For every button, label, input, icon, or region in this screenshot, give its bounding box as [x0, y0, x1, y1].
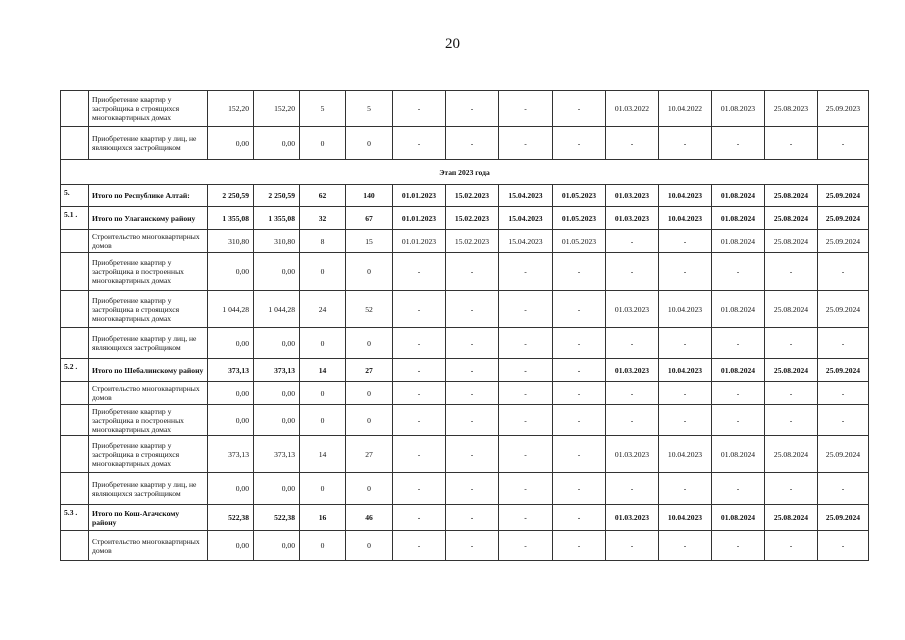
cell-col-2: 0,00: [254, 328, 300, 359]
table-row: [61, 328, 869, 359]
cell-col-9: 01.03.2023: [606, 185, 659, 207]
row-name: Итого по Республике Алтай:: [89, 185, 208, 207]
cell-col-8: 01.05.2023: [553, 185, 606, 207]
cell-col-1: 0,00: [208, 382, 254, 405]
cell-col-5: -: [393, 91, 446, 127]
cell-col-6: 15.02.2023: [446, 230, 499, 253]
table-row: [61, 291, 869, 328]
table-row-total: [61, 207, 869, 230]
cell-col-8: -: [553, 91, 606, 127]
cell-col-11: -: [712, 405, 765, 436]
cell-col-12: -: [765, 253, 818, 291]
cell-col-4: 0: [346, 382, 393, 405]
cell-col-10: -: [659, 531, 712, 561]
table-row-total: [61, 359, 869, 382]
row-index: [61, 91, 89, 127]
cell-col-7: -: [499, 405, 553, 436]
cell-col-13: 25.09.2024: [818, 291, 869, 328]
cell-col-8: 01.05.2023: [553, 207, 606, 230]
row-name: Итого по Кош-Агачскому району: [89, 505, 208, 531]
cell-col-9: -: [606, 382, 659, 405]
cell-col-11: 01.08.2024: [712, 359, 765, 382]
row-index: [61, 531, 89, 561]
cell-col-13: -: [818, 473, 869, 505]
cell-col-2: 0,00: [254, 253, 300, 291]
cell-col-11: -: [712, 253, 765, 291]
cell-col-2: 0,00: [254, 405, 300, 436]
cell-col-9: -: [606, 230, 659, 253]
cell-col-4: 140: [346, 185, 393, 207]
row-name: Строительство многоквартирных домов: [89, 531, 208, 561]
row-name: Приобретение квартир у застройщика в построенных многоквартирных домах: [89, 253, 208, 291]
cell-col-3: 16: [300, 505, 346, 531]
cell-col-11: -: [712, 382, 765, 405]
cell-col-1: 0,00: [208, 473, 254, 505]
cell-col-2: 0,00: [254, 382, 300, 405]
cell-col-12: -: [765, 405, 818, 436]
cell-col-6: -: [446, 382, 499, 405]
cell-col-9: -: [606, 127, 659, 160]
cell-col-8: -: [553, 505, 606, 531]
cell-col-8: -: [553, 531, 606, 561]
cell-col-5: -: [393, 436, 446, 473]
cell-col-2: 152,20: [254, 91, 300, 127]
cell-col-12: -: [765, 531, 818, 561]
row-name: Строительство многоквартирных домов: [89, 382, 208, 405]
stage-title: Этап 2023 года: [61, 160, 869, 185]
cell-col-3: 8: [300, 230, 346, 253]
cell-col-10: 10.04.2023: [659, 359, 712, 382]
table-row: [61, 91, 869, 127]
cell-col-6: 15.02.2023: [446, 185, 499, 207]
cell-col-2: 373,13: [254, 436, 300, 473]
cell-col-9: -: [606, 328, 659, 359]
cell-col-10: -: [659, 230, 712, 253]
cell-col-12: 25.08.2024: [765, 359, 818, 382]
cell-col-3: 14: [300, 359, 346, 382]
cell-col-5: -: [393, 291, 446, 328]
cell-col-13: 25.09.2024: [818, 185, 869, 207]
cell-col-11: -: [712, 531, 765, 561]
cell-col-12: -: [765, 382, 818, 405]
cell-col-7: 15.04.2023: [499, 207, 553, 230]
cell-col-4: 0: [346, 328, 393, 359]
cell-col-7: -: [499, 505, 553, 531]
cell-col-10: 10.04.2023: [659, 185, 712, 207]
cell-col-12: -: [765, 328, 818, 359]
cell-col-4: 27: [346, 436, 393, 473]
table-row: [61, 253, 869, 291]
row-index: 5.3 .: [61, 505, 89, 531]
row-name: Приобретение квартир у лиц, не являющихся застройщиком: [89, 473, 208, 505]
cell-col-8: -: [553, 436, 606, 473]
cell-col-5: -: [393, 328, 446, 359]
cell-col-13: 25.09.2024: [818, 207, 869, 230]
cell-col-12: 25.08.2023: [765, 91, 818, 127]
cell-col-10: -: [659, 127, 712, 160]
cell-col-11: 01.08.2024: [712, 291, 765, 328]
cell-col-6: -: [446, 291, 499, 328]
row-name: Приобретение квартир у застройщика в строящихся многоквартирных домах: [89, 436, 208, 473]
row-name: Приобретение квартир у застройщика в построенных многоквартирных домах: [89, 405, 208, 436]
cell-col-4: 0: [346, 473, 393, 505]
row-index: [61, 382, 89, 405]
row-name: Приобретение квартир у застройщика в строящихся многоквартирных домах: [89, 91, 208, 127]
cell-col-9: -: [606, 531, 659, 561]
cell-col-1: 0,00: [208, 405, 254, 436]
cell-col-1: 522,38: [208, 505, 254, 531]
table-row: [61, 473, 869, 505]
cell-col-6: -: [446, 127, 499, 160]
cell-col-12: -: [765, 127, 818, 160]
cell-col-12: 25.08.2024: [765, 505, 818, 531]
cell-col-3: 0: [300, 473, 346, 505]
cell-col-3: 0: [300, 127, 346, 160]
row-name: Приобретение квартир у лиц, не являющихся застройщиком: [89, 127, 208, 160]
row-index: [61, 436, 89, 473]
cell-col-1: 1 355,08: [208, 207, 254, 230]
cell-col-13: 25.09.2024: [818, 230, 869, 253]
cell-col-7: -: [499, 359, 553, 382]
cell-col-6: -: [446, 359, 499, 382]
cell-col-3: 62: [300, 185, 346, 207]
cell-col-8: -: [553, 382, 606, 405]
cell-col-1: 310,80: [208, 230, 254, 253]
cell-col-6: -: [446, 91, 499, 127]
cell-col-13: -: [818, 531, 869, 561]
cell-col-11: 01.08.2024: [712, 185, 765, 207]
page-number: 20: [445, 36, 460, 52]
cell-col-9: -: [606, 253, 659, 291]
cell-col-6: -: [446, 531, 499, 561]
cell-col-7: -: [499, 473, 553, 505]
row-index: [61, 405, 89, 436]
row-index: [61, 230, 89, 253]
table-row: [61, 405, 869, 436]
row-name: Итого по Шебалинскому району: [89, 359, 208, 382]
row-index: [61, 291, 89, 328]
cell-col-12: 25.08.2024: [765, 291, 818, 328]
cell-col-12: 25.08.2024: [765, 185, 818, 207]
row-name: Приобретение квартир у лиц, не являющихся застройщиком: [89, 328, 208, 359]
cell-col-7: -: [499, 91, 553, 127]
cell-col-7: -: [499, 291, 553, 328]
cell-col-7: 15.04.2023: [499, 185, 553, 207]
table-row: [61, 531, 869, 561]
row-index: [61, 473, 89, 505]
cell-col-1: 0,00: [208, 328, 254, 359]
cell-col-3: 0: [300, 531, 346, 561]
cell-col-1: 373,13: [208, 436, 254, 473]
cell-col-9: 01.03.2023: [606, 291, 659, 328]
cell-col-3: 0: [300, 382, 346, 405]
cell-col-2: 0,00: [254, 531, 300, 561]
cell-col-4: 15: [346, 230, 393, 253]
cell-col-4: 0: [346, 127, 393, 160]
row-name: Итого по Улаганскому району: [89, 207, 208, 230]
cell-col-10: 10.04.2022: [659, 91, 712, 127]
cell-col-5: -: [393, 505, 446, 531]
table-body: [61, 91, 869, 561]
cell-col-9: 01.03.2023: [606, 207, 659, 230]
table-row: [61, 230, 869, 253]
cell-col-13: 25.09.2024: [818, 359, 869, 382]
cell-col-3: 24: [300, 291, 346, 328]
cell-col-12: 25.08.2024: [765, 436, 818, 473]
cell-col-7: -: [499, 531, 553, 561]
cell-col-10: -: [659, 382, 712, 405]
cell-col-6: -: [446, 505, 499, 531]
cell-col-5: 01.01.2023: [393, 230, 446, 253]
cell-col-2: 2 250,59: [254, 185, 300, 207]
cell-col-4: 67: [346, 207, 393, 230]
cell-col-6: -: [446, 473, 499, 505]
row-index: 5.: [61, 185, 89, 207]
cell-col-10: -: [659, 328, 712, 359]
cell-col-8: -: [553, 291, 606, 328]
cell-col-5: -: [393, 382, 446, 405]
cell-col-2: 373,13: [254, 359, 300, 382]
cell-col-8: -: [553, 405, 606, 436]
cell-col-6: -: [446, 405, 499, 436]
cell-col-6: -: [446, 328, 499, 359]
cell-col-9: 01.03.2023: [606, 505, 659, 531]
table-row: [61, 436, 869, 473]
cell-col-8: -: [553, 127, 606, 160]
cell-col-9: 01.03.2022: [606, 91, 659, 127]
cell-col-5: -: [393, 531, 446, 561]
cell-col-5: -: [393, 405, 446, 436]
cell-col-6: -: [446, 436, 499, 473]
cell-col-3: 0: [300, 405, 346, 436]
cell-col-4: 27: [346, 359, 393, 382]
row-name: Приобретение квартир у застройщика в строящихся многоквартирных домах: [89, 291, 208, 328]
cell-col-11: -: [712, 127, 765, 160]
row-index: 5.2 .: [61, 359, 89, 382]
cell-col-11: -: [712, 473, 765, 505]
cell-col-10: 10.04.2023: [659, 505, 712, 531]
cell-col-4: 5: [346, 91, 393, 127]
cell-col-1: 2 250,59: [208, 185, 254, 207]
cell-col-9: 01.03.2023: [606, 359, 659, 382]
cell-col-13: -: [818, 405, 869, 436]
cell-col-4: 0: [346, 531, 393, 561]
cell-col-1: 1 044,28: [208, 291, 254, 328]
cell-col-12: -: [765, 473, 818, 505]
cell-col-3: 32: [300, 207, 346, 230]
cell-col-11: 01.08.2024: [712, 230, 765, 253]
cell-col-5: 01.01.2023: [393, 185, 446, 207]
cell-col-3: 14: [300, 436, 346, 473]
cell-col-8: -: [553, 328, 606, 359]
cell-col-2: 1 044,28: [254, 291, 300, 328]
cell-col-8: -: [553, 473, 606, 505]
cell-col-1: 373,13: [208, 359, 254, 382]
cell-col-1: 152,20: [208, 91, 254, 127]
table-row-total: [61, 185, 869, 207]
cell-col-5: -: [393, 359, 446, 382]
cell-col-7: 15.04.2023: [499, 230, 553, 253]
cell-col-13: -: [818, 253, 869, 291]
cell-col-13: -: [818, 382, 869, 405]
cell-col-3: 0: [300, 328, 346, 359]
cell-col-4: 0: [346, 405, 393, 436]
cell-col-13: 25.09.2024: [818, 436, 869, 473]
cell-col-13: -: [818, 328, 869, 359]
cell-col-11: 01.08.2024: [712, 436, 765, 473]
cell-col-10: -: [659, 253, 712, 291]
cell-col-10: 10.04.2023: [659, 436, 712, 473]
cell-col-4: 46: [346, 505, 393, 531]
cell-col-9: -: [606, 473, 659, 505]
row-index: [61, 253, 89, 291]
cell-col-7: -: [499, 253, 553, 291]
cell-col-13: 25.09.2024: [818, 505, 869, 531]
cell-col-13: -: [818, 127, 869, 160]
cell-col-6: 15.02.2023: [446, 207, 499, 230]
cell-col-5: 01.01.2023: [393, 207, 446, 230]
stage-header-row: [61, 160, 869, 185]
cell-col-4: 0: [346, 253, 393, 291]
cell-col-9: 01.03.2023: [606, 436, 659, 473]
cell-col-13: 25.09.2023: [818, 91, 869, 127]
table-row: [61, 382, 869, 405]
cell-col-1: 0,00: [208, 127, 254, 160]
cell-col-2: 310,80: [254, 230, 300, 253]
cell-col-5: -: [393, 473, 446, 505]
row-index: [61, 127, 89, 160]
cell-col-6: -: [446, 253, 499, 291]
row-index: [61, 328, 89, 359]
cell-col-8: 01.05.2023: [553, 230, 606, 253]
cell-col-1: 0,00: [208, 531, 254, 561]
cell-col-10: -: [659, 405, 712, 436]
cell-col-12: 25.08.2024: [765, 230, 818, 253]
cell-col-7: -: [499, 328, 553, 359]
table-row-total: [61, 505, 869, 531]
cell-col-2: 1 355,08: [254, 207, 300, 230]
cell-col-4: 52: [346, 291, 393, 328]
cell-col-8: -: [553, 253, 606, 291]
cell-col-2: 0,00: [254, 127, 300, 160]
cell-col-10: -: [659, 473, 712, 505]
cell-col-10: 10.04.2023: [659, 207, 712, 230]
cell-col-2: 0,00: [254, 473, 300, 505]
cell-col-3: 5: [300, 91, 346, 127]
cell-col-7: -: [499, 382, 553, 405]
cell-col-7: -: [499, 436, 553, 473]
cell-col-12: 25.08.2024: [765, 207, 818, 230]
cell-col-9: -: [606, 405, 659, 436]
cell-col-11: 01.08.2024: [712, 505, 765, 531]
cell-col-11: 01.08.2023: [712, 91, 765, 127]
cell-col-5: -: [393, 253, 446, 291]
cell-col-8: -: [553, 359, 606, 382]
row-index: 5.1 .: [61, 207, 89, 230]
cell-col-11: -: [712, 328, 765, 359]
program-schedule-table: [60, 90, 869, 561]
cell-col-2: 522,38: [254, 505, 300, 531]
cell-col-3: 0: [300, 253, 346, 291]
cell-col-10: 10.04.2023: [659, 291, 712, 328]
row-name: Строительство многоквартирных домов: [89, 230, 208, 253]
cell-col-7: -: [499, 127, 553, 160]
cell-col-11: 01.08.2024: [712, 207, 765, 230]
cell-col-5: -: [393, 127, 446, 160]
cell-col-1: 0,00: [208, 253, 254, 291]
table-row: [61, 127, 869, 160]
